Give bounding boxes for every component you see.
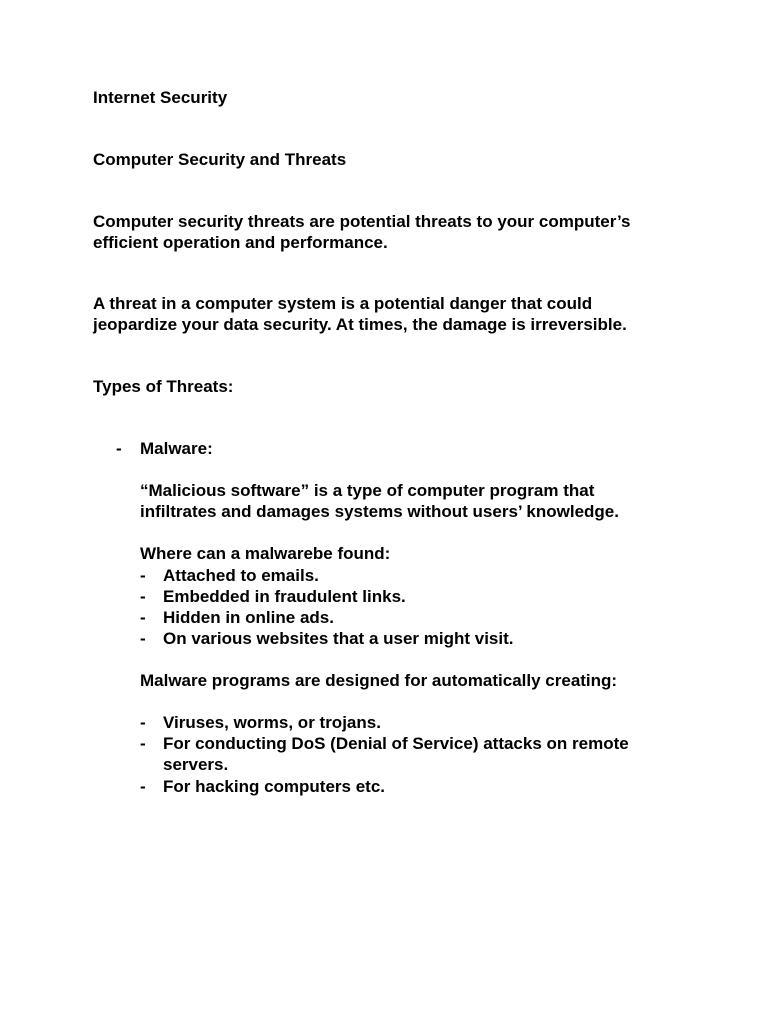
paragraph-line: “Malicious software” is a type of computer program that — [140, 481, 595, 500]
list-dash: - — [116, 439, 122, 458]
section-heading: Computer Security and Threats — [93, 150, 347, 169]
where-heading: Where can a malwarebe found: — [140, 544, 391, 563]
list-item-text: Hidden in online ads. — [163, 608, 334, 627]
list-item-text — [163, 712, 381, 733]
paragraph-line: efficient operation and performance. — [93, 233, 388, 252]
list-item-text: Embedded in fraudulent links. — [163, 587, 406, 606]
malware-label: Malware: — [140, 439, 213, 458]
list-item-text: On various websites that a user might visit. — [163, 629, 514, 648]
list-item — [140, 628, 700, 649]
list-dash: - — [140, 608, 146, 627]
list-dash: - — [140, 629, 146, 648]
list-dash: - — [140, 713, 146, 732]
document-title: Internet Security — [93, 88, 228, 107]
list-dash: - — [140, 734, 146, 753]
list-dash: - — [140, 587, 146, 606]
list-item — [140, 565, 700, 586]
malware-definition — [140, 480, 619, 522]
types-heading: Types of Threats: — [93, 377, 234, 396]
paragraph-threat-definition — [93, 293, 693, 335]
list-item — [140, 776, 700, 797]
paragraph-line: jeopardize your data security. At times, the damage is irreversible. — [93, 315, 627, 334]
list-item — [140, 607, 700, 628]
list-item — [140, 712, 700, 733]
list-item-text — [163, 733, 629, 775]
list-item — [140, 733, 700, 775]
list-item-text: Attached to emails. — [163, 566, 319, 585]
list-item-line: For hacking computers etc. — [163, 777, 385, 796]
list-dash: - — [140, 777, 146, 796]
list-dash: - — [140, 566, 146, 585]
paragraph-line: infiltrates and damages systems without users’ knowledge. — [140, 502, 619, 521]
paragraph-security-threats — [93, 211, 693, 253]
list-item-line: Viruses, worms, or trojans. — [163, 713, 381, 732]
designed-heading: Malware programs are designed for automatically creating: — [140, 671, 618, 690]
list-item-line: For conducting DoS (Denial of Service) attacks on remote — [163, 734, 629, 753]
list-item — [140, 586, 700, 607]
paragraph-line: A threat in a computer system is a potential danger that could — [93, 294, 593, 313]
paragraph-line: Computer security threats are potential threats to your computer’s — [93, 212, 631, 231]
list-item-line: servers. — [163, 755, 229, 774]
list-item-text — [163, 776, 385, 797]
